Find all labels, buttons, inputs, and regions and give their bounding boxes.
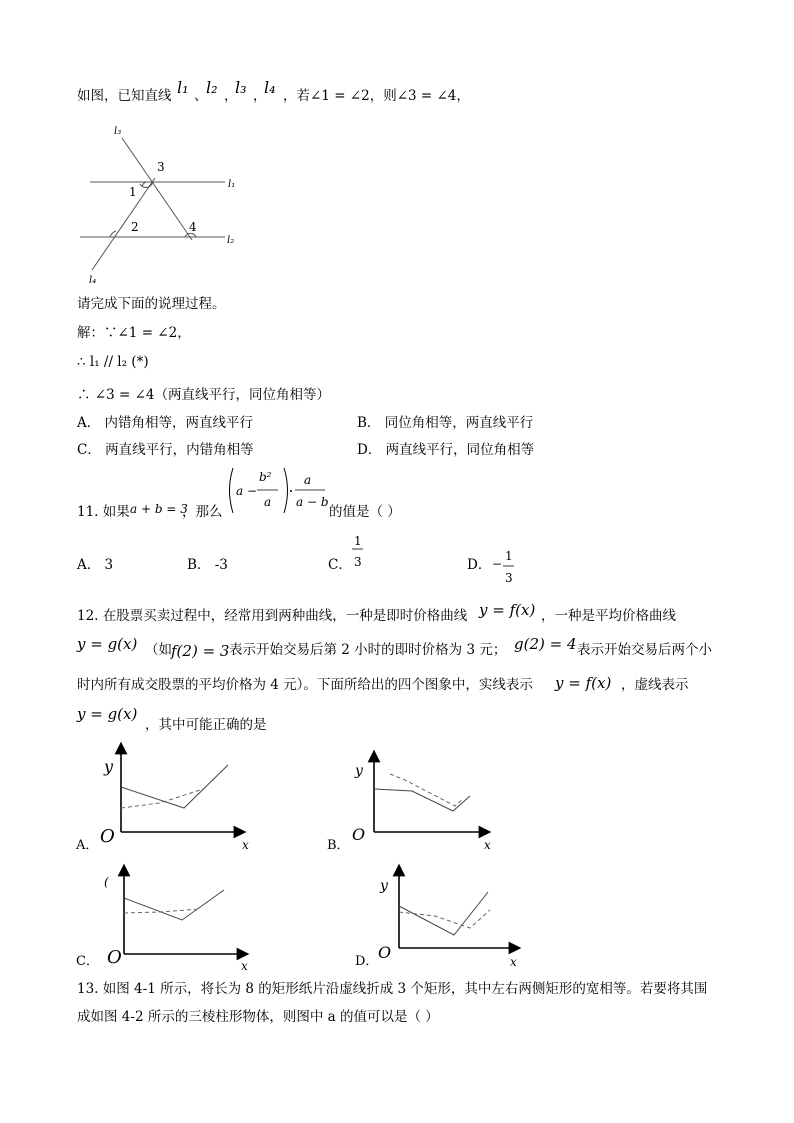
q12-line2-c: 表示开始交易后两个小 [577, 642, 712, 658]
q12-fx: y = f(x) [479, 601, 536, 619]
q13-line1: 13. 如图 4-1 所示，将长为 8 的矩形纸片沿虚线折成 3 个矩形，其中左右两侧矩形的宽相等。若要将其围 [77, 981, 708, 997]
svg-text:a: a [304, 473, 312, 487]
graph-a [75, 748, 249, 853]
svg-text:y: y [104, 757, 114, 776]
fig-angle-2: 2 [131, 220, 139, 234]
q12-line4: ，其中可能正确的是 [145, 717, 267, 733]
svg-text:b²: b² [259, 470, 272, 484]
q12-line2-b: 表示开始交易后第 2 小时的即时价格为 3 元； [229, 642, 507, 658]
q10-sep: ， [253, 88, 267, 104]
svg-text:C．: C． [76, 954, 99, 969]
q10-instruction: 请完成下面的说理过程。 [77, 296, 226, 312]
q12-line2-a: （如 [145, 642, 172, 658]
q10-solution-1: 解：∵∠1 = ∠2， [77, 325, 191, 341]
q10-line-l2: l₂ [206, 78, 218, 97]
fig-label-l4: l₄ [89, 275, 97, 286]
q11-option-c: C． [328, 557, 352, 573]
fig-label-l2: l₂ [227, 235, 235, 246]
svg-text:(: ( [104, 875, 109, 889]
q10-solution-3: ∴ ∠3 = ∠4（两直线平行，同位角相等） [77, 387, 330, 403]
q10-option-b: B． 同位角相等，两直线平行 [357, 415, 534, 431]
q10-option-c: C． 两直线平行，内错角相等 [77, 442, 254, 458]
svg-text:−: − [492, 557, 503, 571]
q12-gx2: y = g(x) [77, 705, 138, 723]
svg-text:3: 3 [505, 571, 513, 585]
q12-f2: f(2) = 3 [171, 642, 230, 660]
q10-option-d: D． 两直线平行，同位角相等 [357, 442, 535, 458]
q12-line3-a: 时内所有成交股票的平均价格为 4 元）。下面所给出的四个图象中，实线表示 [77, 677, 533, 693]
q10-intro: 如图，已知直线 [77, 88, 172, 104]
q10-sep: 、 [194, 88, 208, 104]
svg-text:O: O [378, 943, 392, 962]
graph-c [76, 870, 248, 973]
svg-text:a − b: a − b [296, 495, 329, 509]
fig-angle-4: 4 [189, 220, 197, 234]
q11-option-a: A． 3 [77, 557, 114, 573]
fig-angle-1: 1 [129, 185, 137, 199]
svg-text:x: x [510, 955, 517, 969]
q10-sep: ， [224, 88, 238, 104]
q10-line-l4: l₄ [264, 78, 276, 97]
graph-b [327, 756, 491, 853]
fig-label-l3: l₃ [114, 126, 122, 137]
q10-option-a: A． 内错角相等，两直线平行 [77, 415, 254, 431]
q11-option-d: D． [467, 557, 492, 573]
svg-text:x: x [484, 838, 491, 852]
q10-condition: ，若∠1 = ∠2，则∠3 = ∠4， [283, 88, 470, 104]
fig-angle-3: 3 [157, 160, 165, 174]
q12-line1-b: ，一种是平均价格曲线 [541, 608, 676, 624]
q11-condition: a + b = 3 [130, 502, 188, 516]
svg-text:O: O [352, 825, 366, 844]
q11-then: ，那么 [182, 504, 223, 520]
svg-text:y: y [355, 763, 363, 779]
graph-d [355, 870, 517, 969]
svg-text:D．: D． [355, 954, 379, 969]
svg-text:O: O [107, 947, 122, 968]
q12-line3-b: ，虚线表示 [621, 677, 689, 693]
svg-text:B．: B． [327, 838, 350, 853]
svg-text:y: y [380, 878, 388, 894]
svg-text:1: 1 [505, 549, 513, 563]
q10-line-l1: l₁ [177, 78, 189, 97]
q12-line1-a: 12. 在股票买卖过程中，经常用到两种曲线，一种是即时价格曲线 [77, 608, 468, 624]
svg-text:x: x [241, 959, 248, 973]
q12-g2: g(2) = 4 [514, 635, 577, 653]
svg-text:3: 3 [354, 555, 362, 569]
svg-text:a −: a − [236, 484, 258, 498]
q12-fx2: y = f(x) [555, 674, 612, 692]
svg-text:a: a [264, 495, 272, 509]
q10-line-l3: l₃ [235, 78, 247, 97]
q11-number: 11. 如果 [77, 504, 130, 520]
svg-text:1: 1 [354, 534, 362, 548]
q11-option-b: B． -3 [187, 557, 228, 573]
q11-tail: 的值是（ ） [329, 504, 401, 520]
q12-gx: y = g(x) [77, 635, 138, 653]
svg-text:x: x [242, 838, 249, 852]
fig-label-l1: l₁ [228, 179, 236, 190]
q13-line2: 成如图 4-2 所示的三棱柱形物体，则图中 a 的值可以是（ ） [77, 1009, 439, 1025]
svg-text:A．: A． [76, 838, 99, 853]
svg-text:O: O [100, 826, 115, 847]
q10-solution-2: ∴ l₁ // l₂ (*) [77, 354, 149, 370]
